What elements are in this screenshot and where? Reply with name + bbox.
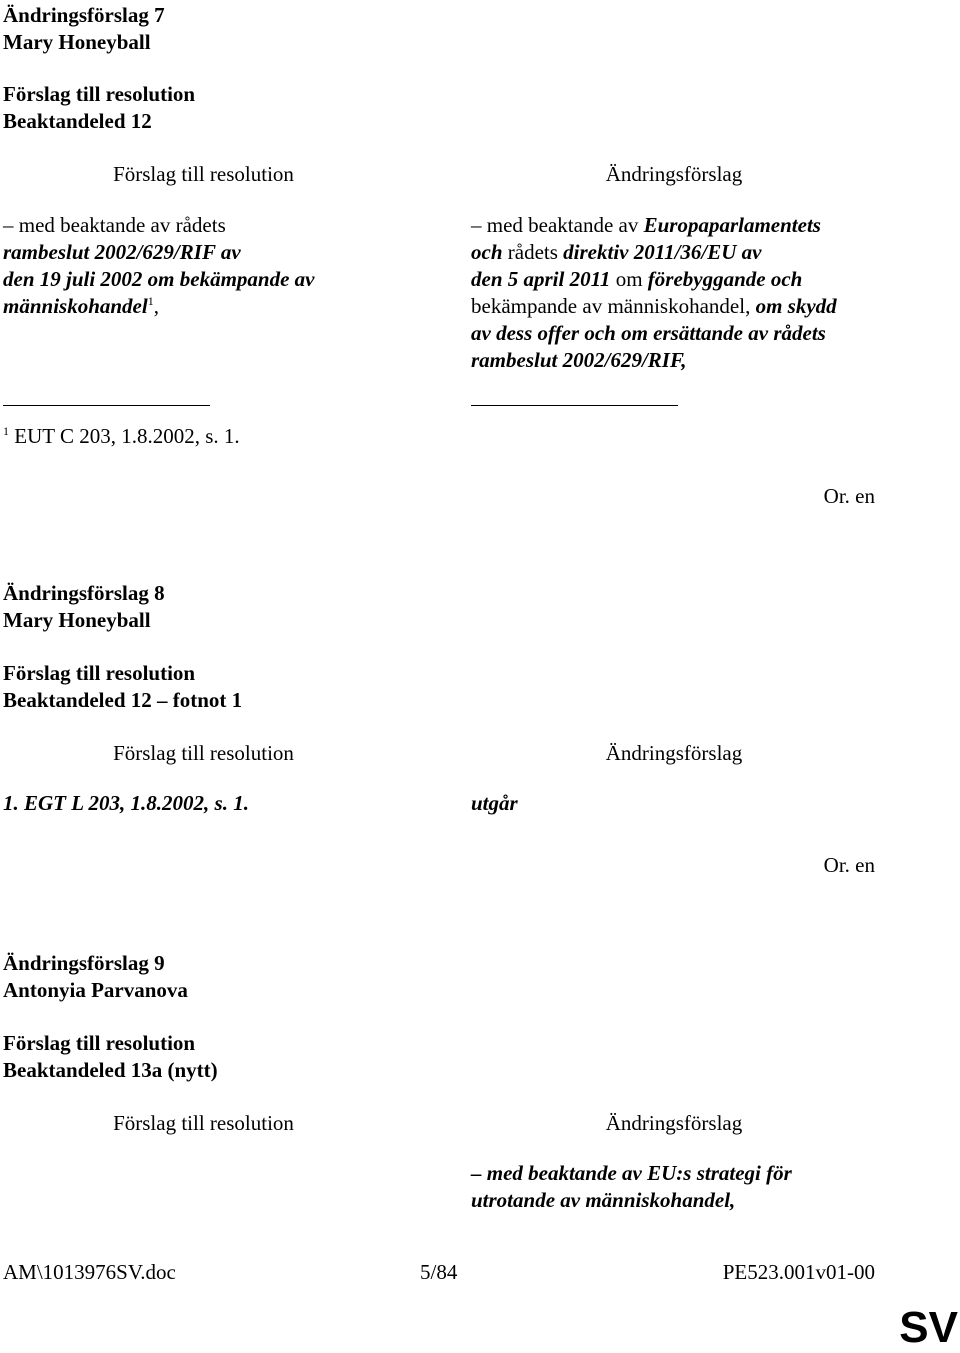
footnote-reference: 1 xyxy=(147,294,154,308)
column-header-right: Ändringsförslag xyxy=(605,741,743,765)
recital-label: Beaktandeled 13a (nytt) xyxy=(3,1058,218,1082)
amended-text-line: utgår xyxy=(471,791,518,815)
amendment-heading: Ändringsförslag 8 xyxy=(3,581,165,605)
amended-text-line xyxy=(471,293,837,320)
amended-text-emphasis: om skydd xyxy=(755,294,837,318)
amended-text-segment: – med beaktande av xyxy=(471,213,644,237)
footnote-separator-right xyxy=(471,405,678,406)
original-language: Or. en xyxy=(823,853,875,877)
proposal-label: Förslag till resolution xyxy=(3,661,196,685)
amended-text-emphasis: den 5 april 2011 xyxy=(471,267,611,291)
proposal-label: Förslag till resolution xyxy=(3,82,196,106)
footnote xyxy=(3,423,240,450)
original-text-punct: , xyxy=(153,294,159,318)
amendment-heading: Ändringsförslag 9 xyxy=(3,951,165,975)
amended-text-line xyxy=(471,212,821,239)
amended-text-segment: om xyxy=(610,267,648,291)
footnote-text: EUT C 203, 1.8.2002, s. 1. xyxy=(9,424,240,448)
amended-text-line: av dess offer och om ersättande av rådets xyxy=(471,321,826,345)
original-language: Or. en xyxy=(823,484,875,508)
amended-text-line: utrotande av människohandel, xyxy=(471,1188,736,1212)
column-header-left: Förslag till resolution xyxy=(113,162,294,186)
page-number: 5/84 xyxy=(420,1260,458,1284)
amendment-author: Mary Honeyball xyxy=(3,30,151,54)
amendment-author: Antonyia Parvanova xyxy=(3,978,188,1002)
document-reference: AM\1013976SV.doc xyxy=(3,1260,176,1284)
amended-text-line: – med beaktande av EU:s strategi för xyxy=(471,1161,792,1185)
recital-label: Beaktandeled 12 xyxy=(3,109,152,133)
original-text-line: rambeslut 2002/629/RIF av xyxy=(3,240,241,264)
language-code: SV xyxy=(899,1303,958,1352)
column-header-left: Förslag till resolution xyxy=(113,741,294,765)
pe-reference: PE523.001v01-00 xyxy=(722,1260,875,1284)
footnote-mark: 1 xyxy=(3,424,9,438)
amended-text-emphasis: rambeslut xyxy=(471,348,558,372)
footnote-separator-left xyxy=(3,405,210,406)
amended-text-line xyxy=(471,347,687,374)
amended-text-emphasis: förebyggande och xyxy=(647,267,803,291)
amendment-author: Mary Honeyball xyxy=(3,608,151,632)
amended-text-emphasis: och xyxy=(471,240,503,264)
original-text-line: 1. EGT L 203, 1.8.2002, s. 1. xyxy=(3,791,249,815)
original-text-line: – med beaktande av rådets xyxy=(3,213,226,237)
original-text-line xyxy=(3,293,159,320)
amended-text-line xyxy=(471,266,802,293)
amended-text-emphasis: direktiv 2011/36/EU av xyxy=(563,240,762,264)
proposal-label: Förslag till resolution xyxy=(3,1031,196,1055)
original-text-emphasis: människohandel xyxy=(3,294,148,318)
column-header-right: Ändringsförslag xyxy=(605,162,743,186)
amended-text-segment: bekämpande av människohandel, xyxy=(471,294,756,318)
amended-text-line xyxy=(471,239,761,266)
amended-text-segment: rådets xyxy=(502,240,564,264)
recital-label: Beaktandeled 12 – fotnot 1 xyxy=(3,688,243,712)
column-header-right: Ändringsförslag xyxy=(605,1111,743,1135)
amendment-heading: Ändringsförslag 7 xyxy=(3,3,165,27)
amended-text-segment: 2002/629/RIF, xyxy=(557,348,687,372)
original-text-line: den 19 juli 2002 om bekämpande av xyxy=(3,267,315,291)
amended-text-emphasis: Europaparlamentets xyxy=(643,213,821,237)
column-header-left: Förslag till resolution xyxy=(113,1111,294,1135)
